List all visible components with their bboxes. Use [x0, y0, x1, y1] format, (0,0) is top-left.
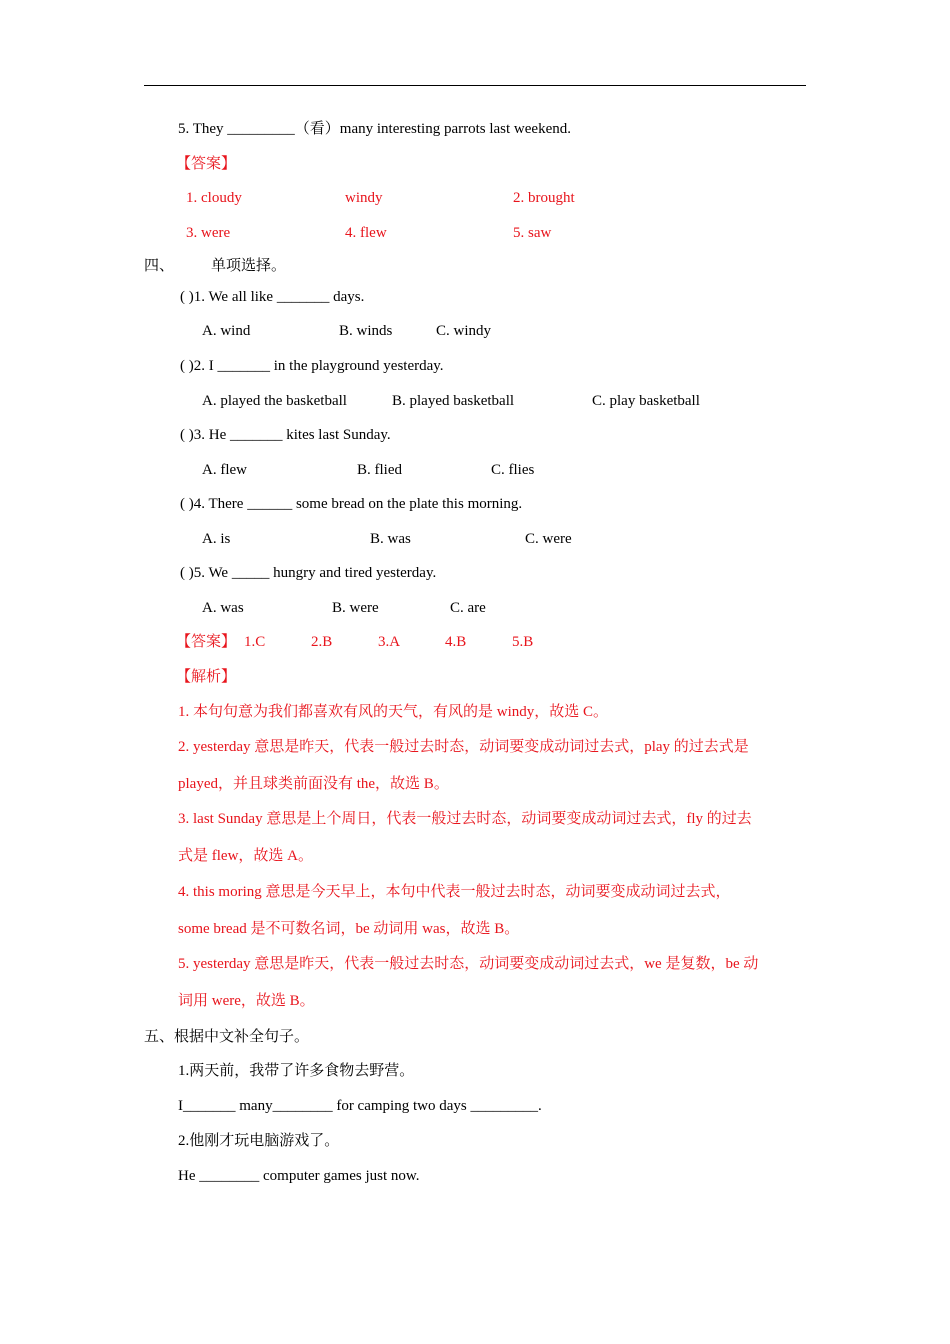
option: B. was [370, 531, 411, 547]
analysis-line: 2. yesterday 意思是昨天，代表一般过去时态，动词要变成动词过去式，play 的过去式是 [178, 739, 749, 755]
analysis-line: 1. 本句句意为我们都喜欢有风的天气，有风的是 windy，故选 C。 [178, 704, 609, 720]
analysis-line: 5. yesterday 意思是昨天，代表一般过去时态，动词要变成动词过去式，we 是复数，be 动 [178, 956, 759, 972]
analysis-line: 式是 flew，故选 A。 [178, 848, 313, 864]
answer-item: 1.C [244, 634, 266, 650]
option: A. flew [202, 462, 247, 478]
analysis-line: 词用 were，故选 B。 [178, 993, 315, 1009]
analysis-label: 【解析】 [176, 669, 237, 685]
exercise-line: I_______ many________ for camping two days _________. [178, 1098, 542, 1114]
option: C. are [450, 600, 486, 616]
analysis-line: 3. last Sunday 意思是上个周日，代表一般过去时态，动词要变成动词过去式，fly 的过去 [178, 811, 752, 827]
question-stem: ( )3. He _______ kites last Sunday. [180, 427, 391, 443]
answer-item: 5. saw [513, 225, 552, 241]
section-number: 四、 [144, 258, 175, 274]
question-stem: ( )5. We _____ hungry and tired yesterday. [180, 565, 437, 581]
answer-item: 4.B [445, 634, 467, 650]
section-title: 五、根据中文补全句子。 [144, 1029, 310, 1045]
question-stem: ( )4. There ______ some bread on the plate this morning. [180, 496, 523, 512]
answer-item: 5.B [512, 634, 534, 650]
question-stem: ( )1. We all like _______ days. [180, 289, 365, 305]
exercise-line: He ________ computer games just now. [178, 1168, 420, 1184]
option: B. were [332, 600, 379, 616]
analysis-line: played，并且球类前面没有 the，故选 B。 [178, 776, 449, 792]
option: A. is [202, 531, 231, 547]
exercise-line: 2.他刚才玩电脑游戏了。 [178, 1133, 340, 1149]
answer-label: 【答案】 [176, 634, 237, 650]
option: C. play basketball [592, 393, 700, 409]
answer-label: 【答案】 [176, 156, 237, 172]
analysis-line: 4. this moring 意思是今天早上，本句中代表一般过去时态，动词要变成动词过去式， [178, 884, 731, 900]
section-title: 单项选择。 [211, 258, 287, 274]
answer-item: 4. flew [345, 225, 387, 241]
option: B. played basketball [392, 393, 515, 409]
option: C. windy [436, 323, 492, 339]
answer-item: windy [345, 190, 383, 206]
option: C. flies [491, 462, 535, 478]
option: B. flied [357, 462, 402, 478]
option: A. played the basketball [202, 393, 347, 409]
exercise-line: 1.两天前，我带了许多食物去野营。 [178, 1063, 415, 1079]
answer-item: 3.A [378, 634, 401, 650]
option: C. were [525, 531, 572, 547]
analysis-line: some bread 是不可数名词，be 动词用 was，故选 B。 [178, 921, 520, 937]
answer-item: 2. brought [513, 190, 575, 206]
option: A. wind [202, 323, 251, 339]
option: B. winds [339, 323, 393, 339]
answer-item: 2.B [311, 634, 333, 650]
header-rule [144, 85, 806, 86]
question-stem: ( )2. I _______ in the playground yesterday. [180, 358, 444, 374]
option: A. was [202, 600, 244, 616]
fill-question-5: 5. They _________（看）many interesting parrots last weekend. [178, 121, 571, 137]
answer-item: 1. cloudy [186, 190, 242, 206]
answer-item: 3. were [186, 225, 231, 241]
